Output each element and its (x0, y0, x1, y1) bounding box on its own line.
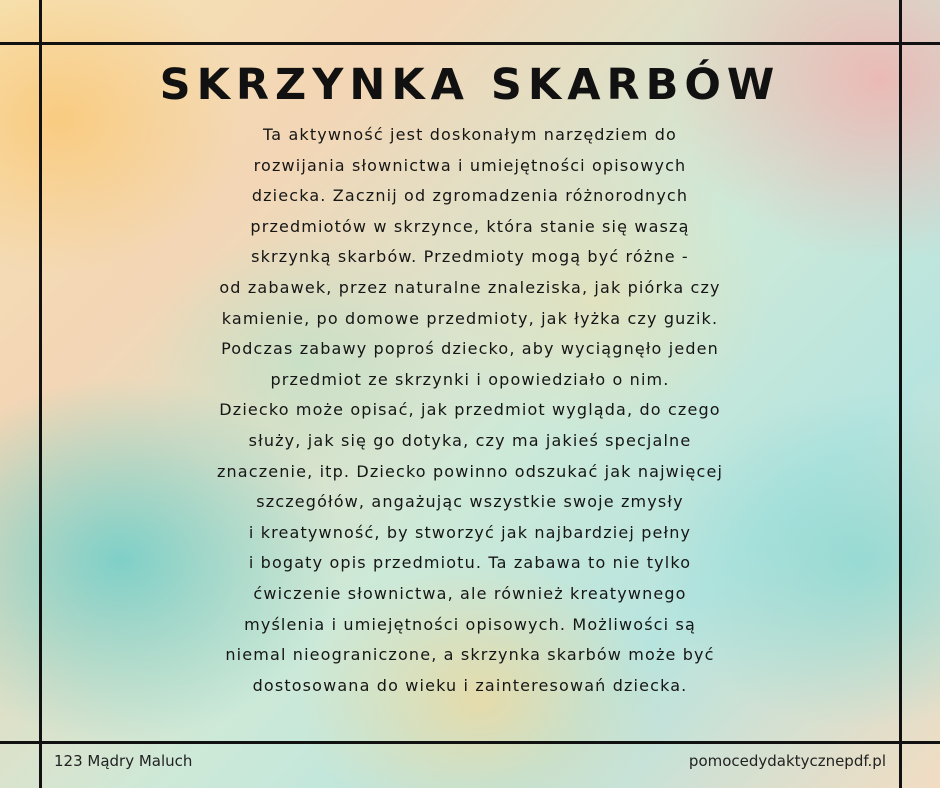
text-line: przedmiot ze skrzynki i opowiedziało o nim. (270, 369, 670, 389)
frame-line-top (0, 42, 940, 45)
text-line: dziecka. Zacznij od zgromadzenia różnorodnych (251, 186, 689, 206)
text-line: Podczas zabawy poproś dziecko, aby wyciągnęło jeden (221, 339, 719, 359)
text-line: szczegółów, angażując wszystkie swoje zmysły (256, 492, 684, 512)
text-line: ćwiczenie słownictwa, ale również kreatywnego (253, 583, 687, 603)
body-paragraph (40, 120, 900, 701)
text-line: kamienie, po domowe przedmioty, jak łyżka czy guzik. (221, 308, 719, 328)
text-line: przedmiotów w skrzynce, która stanie się waszą (250, 216, 690, 236)
footer-brand: 123 Mądry Maluch (54, 752, 193, 770)
text-line: rozwijania słownictwa i umiejętności opisowych (253, 155, 687, 175)
text-line: myślenia i umiejętności opisowych. Możliwości są (244, 614, 696, 634)
frame-line-bottom (0, 741, 940, 744)
text-line: i kreatywność, by stworzyć jak najbardziej pełny (248, 522, 692, 542)
text-line: Dziecko może opisać, jak przedmiot wygląda, do czego (219, 400, 721, 420)
page-title: SKRZYNKA SKARBÓW (159, 60, 781, 110)
text-line: skrzynką skarbów. Przedmioty mogą być różne - (251, 247, 689, 267)
text-line: służy, jak się go dotyka, czy ma jakieś specjalne (248, 430, 692, 450)
text-line: znaczenie, itp. Dziecko powinno odszukać jak najwięcej (216, 461, 724, 481)
footer-website: pomocedydaktycznepdf.pl (688, 752, 886, 770)
text-line: od zabawek, przez naturalne znaleziska, jak piórka czy (219, 277, 721, 297)
text-line: Ta aktywność jest doskonałym narzędziem do (263, 125, 677, 144)
text-line: dostosowana do wieku i zainteresowań dziecka. (252, 675, 688, 695)
text-line: niemal nieograniczone, a skrzynka skarbów może być (225, 645, 715, 665)
text-line: i bogaty opis przedmiotu. Ta zabawa to nie tylko (248, 553, 692, 573)
